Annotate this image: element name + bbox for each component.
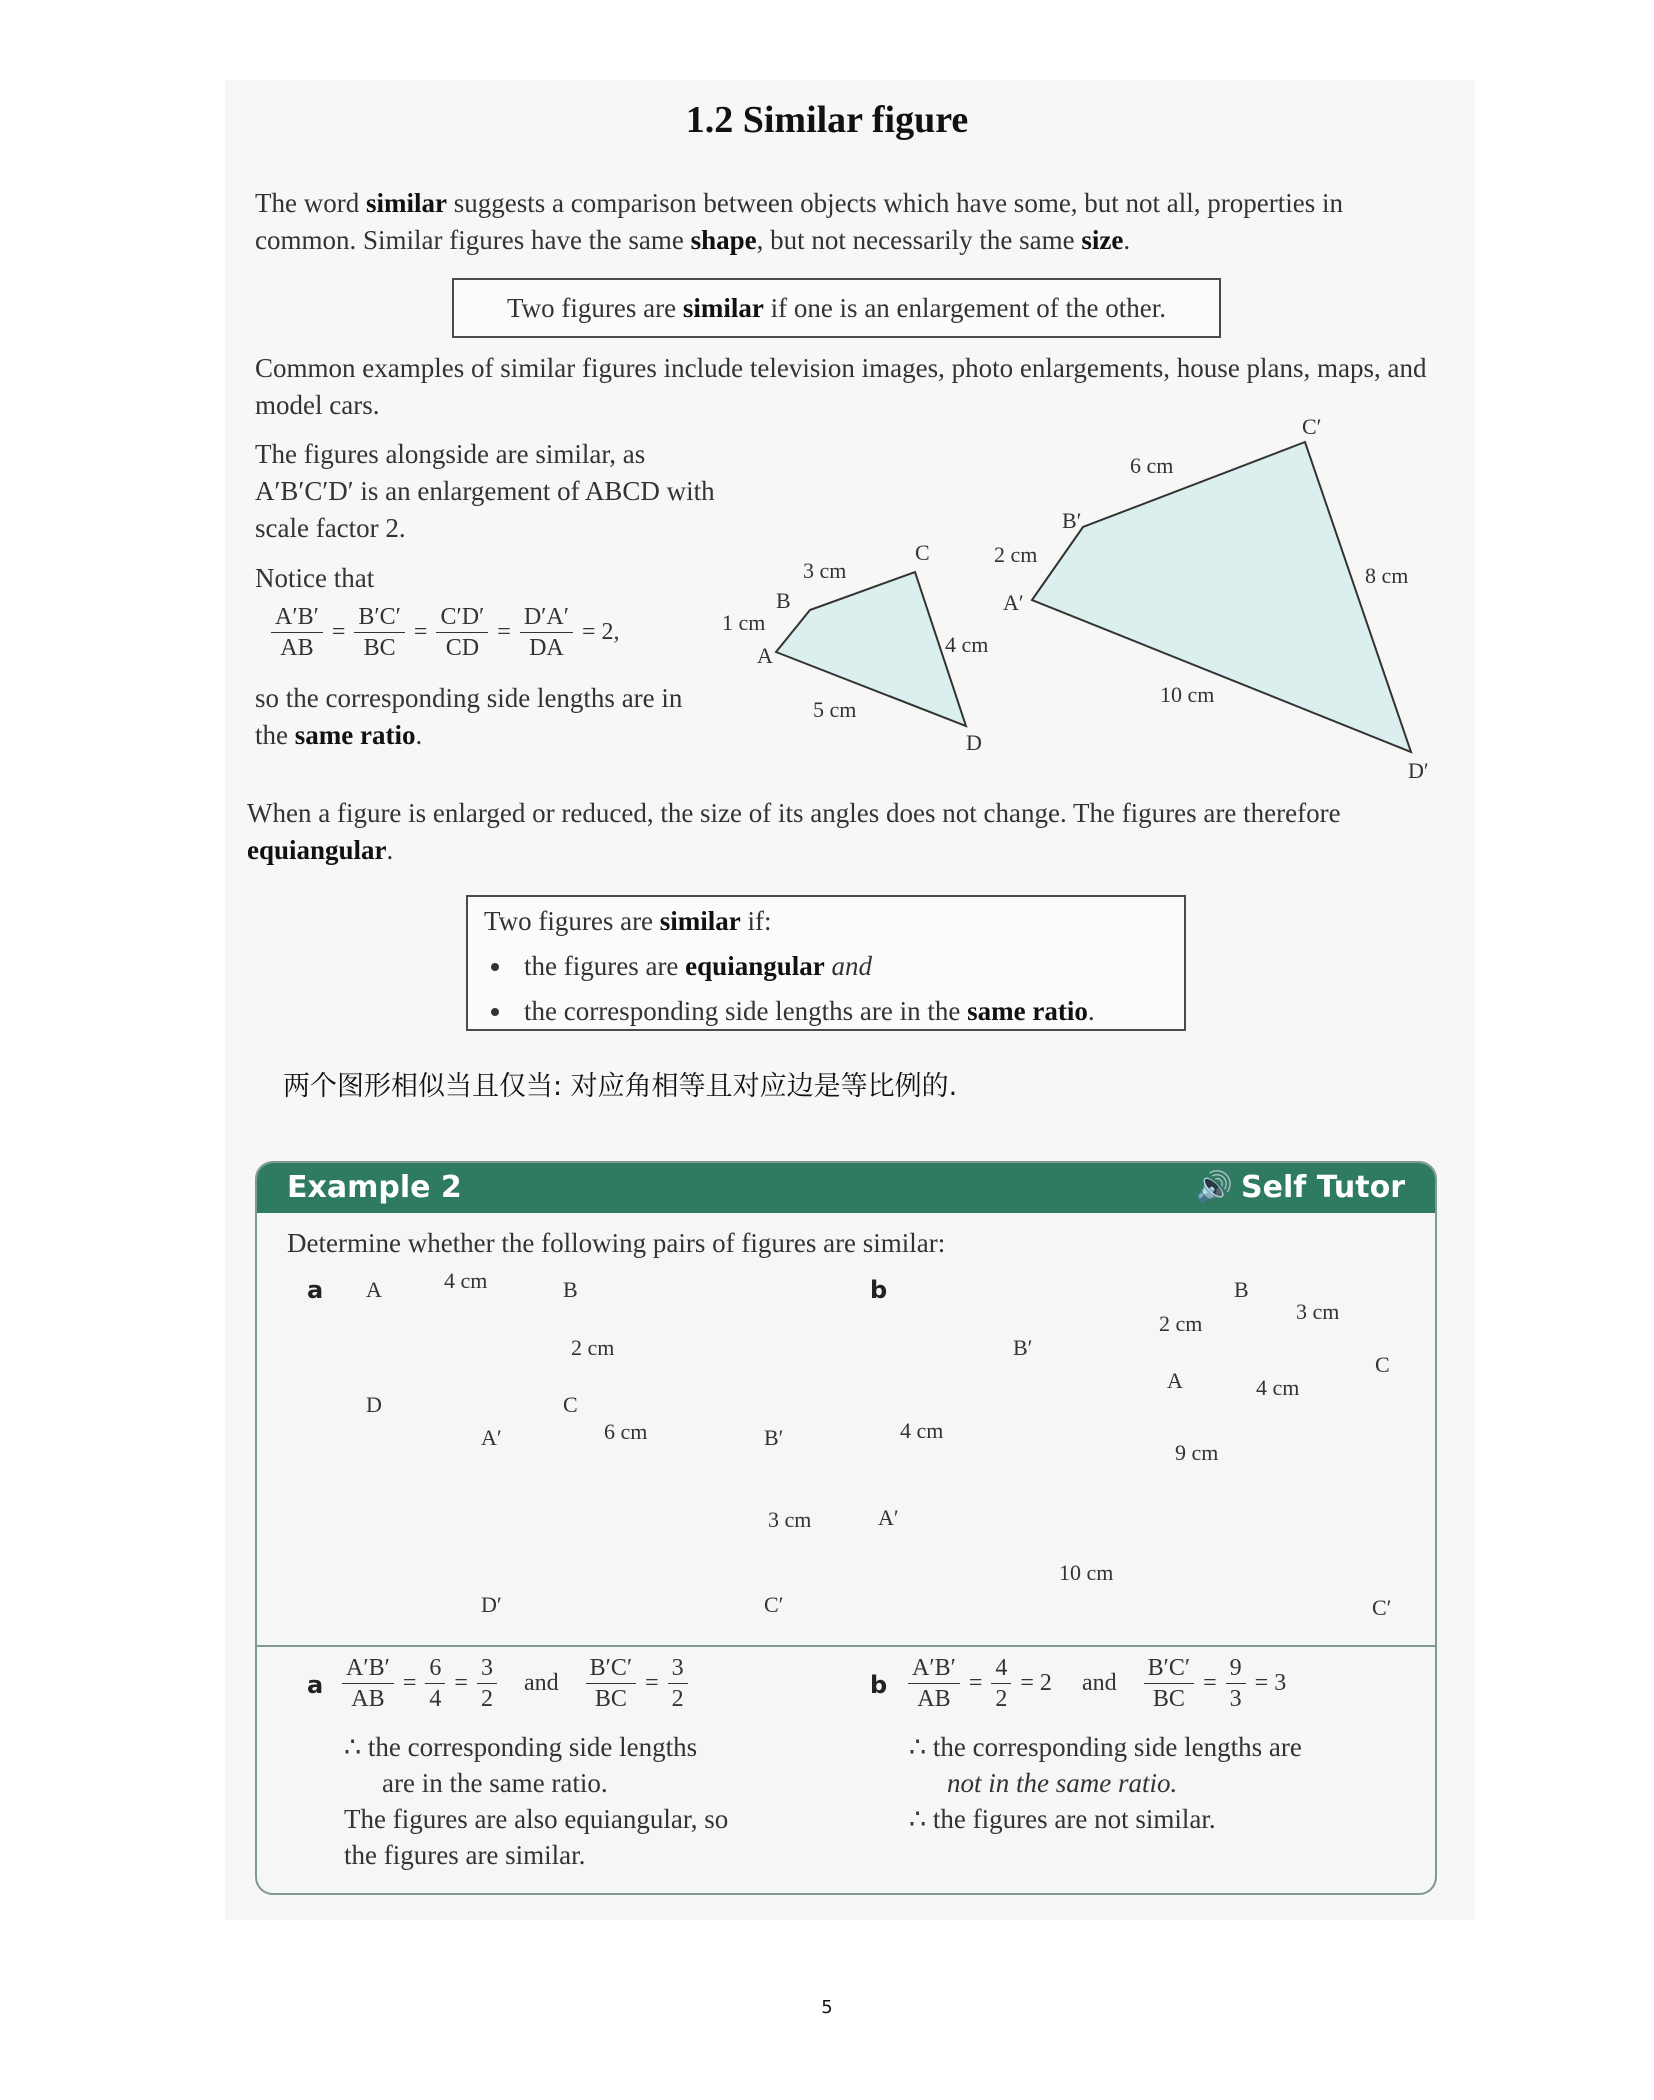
page-number: 5	[821, 1997, 833, 2018]
solution-a-text	[344, 1729, 728, 1873]
example-title: Example 2	[287, 1170, 462, 1205]
solution-line: ∴ the figures are not similar.	[909, 1804, 1216, 1834]
vertex-label-c: C	[915, 540, 930, 565]
small-quadrilateral	[776, 572, 966, 726]
angles-bold: equiangular	[247, 835, 387, 865]
rect2-top-length: 6 cm	[604, 1419, 648, 1444]
fraction-denominator: 3	[1229, 1686, 1242, 1712]
fraction-denominator: CD	[445, 635, 480, 661]
intro-text: The word	[255, 188, 366, 218]
side-label-da: 5 cm	[813, 697, 857, 722]
tri2-side-bc: 9 cm	[1175, 1440, 1219, 1465]
rect-vertex-b: B	[563, 1277, 578, 1302]
equals-sign: =	[645, 1670, 659, 1696]
fraction	[668, 1653, 688, 1714]
condition-bold: same ratio	[967, 996, 1088, 1026]
rect2-right-length: 3 cm	[768, 1507, 812, 1532]
fraction-numerator: B′C′	[586, 1653, 637, 1684]
fraction	[908, 1653, 960, 1714]
side-label-a-prime-b-prime: 2 cm	[994, 542, 1038, 567]
self-tutor-label: Self Tutor	[1240, 1170, 1405, 1205]
example-prompt: Determine whether the following pairs of figures are similar:	[287, 1228, 946, 1258]
equals-sign: =	[331, 619, 346, 645]
solution-line: ∴ the corresponding side lengths	[344, 1732, 698, 1762]
so-bold: same ratio	[294, 720, 416, 750]
fraction-denominator: 2	[480, 1686, 493, 1712]
condition-text: the corresponding side lengths are in the	[524, 996, 968, 1026]
fraction	[1226, 1653, 1246, 1714]
fraction-denominator: BC	[363, 635, 396, 661]
condition-text: .	[1087, 996, 1095, 1026]
intro-bold-similar: similar	[365, 188, 447, 218]
fraction-numerator: 6	[425, 1653, 445, 1684]
rect-vertex-a: A	[366, 1277, 382, 1302]
intro-bold-shape: shape	[690, 225, 757, 255]
so-text: .	[415, 720, 423, 750]
fraction-numerator: 3	[668, 1653, 688, 1684]
tri-vertex-a: A	[1167, 1368, 1183, 1393]
condition-text: if:	[740, 906, 772, 936]
large-quadrilateral	[1032, 442, 1411, 752]
rect2-vertex-d-prime: D′	[481, 1592, 502, 1617]
fraction-numerator: 3	[477, 1653, 497, 1684]
side-label-ab: 1 cm	[722, 610, 766, 635]
fraction	[342, 1653, 394, 1714]
fraction-numerator: A′B′	[271, 602, 323, 633]
solution-line: ∴ the corresponding side lengths are	[909, 1732, 1302, 1762]
examples-paragraph: Common examples of similar figures include television images, photo enlargements, house plans, maps, and model cars.	[255, 353, 1427, 420]
fraction-denominator: BC	[1152, 1686, 1185, 1712]
tri2-vertex-a-prime: A′	[878, 1505, 899, 1530]
intro-bold-size: size	[1081, 225, 1124, 255]
condition-bold: equiangular	[685, 951, 825, 981]
fraction-denominator: AB	[917, 1686, 951, 1712]
side-label-b-prime-c-prime: 6 cm	[1130, 453, 1174, 478]
tri2-vertex-b-prime: B′	[1013, 1335, 1033, 1360]
intro-text: suggests a comparison between objects which have some, but not all, properties in common. Similar figures have the same	[255, 188, 1344, 255]
fraction-numerator: 4	[991, 1653, 1011, 1684]
fraction-numerator: B′C′	[354, 602, 405, 633]
angles-text: When a figure is enlarged or reduced, the size of its angles does not change. The figures are therefore	[247, 798, 1341, 828]
rect-right-length: 2 cm	[571, 1335, 615, 1360]
tri2-vertex-c-prime: C′	[1372, 1595, 1392, 1620]
intro-text: , but not necessarily the same	[756, 225, 1082, 255]
part-b-label: b	[870, 1276, 888, 1304]
condition-italic: and	[824, 951, 872, 981]
angles-paragraph	[247, 795, 1432, 869]
ratio-result: = 2,	[582, 619, 620, 645]
condition-item-equiangular	[514, 948, 1168, 985]
fraction-denominator: 4	[429, 1686, 442, 1712]
rect2-vertex-b-prime: B′	[764, 1425, 784, 1450]
equals-sign: =	[454, 1670, 468, 1696]
condition-box	[466, 895, 1186, 1031]
page-title: 1.2 Similar figure	[685, 99, 969, 141]
definition-text: if one is an enlargement of the other.	[763, 293, 1166, 323]
condition-text: the figures are	[524, 951, 686, 981]
condition-list	[484, 948, 1168, 1030]
fraction-numerator: B′C′	[1144, 1653, 1195, 1684]
fraction-numerator: A′B′	[908, 1653, 960, 1684]
speaker-icon: 🔊	[1195, 1170, 1233, 1205]
fraction-denominator: AB	[280, 635, 314, 661]
fraction-numerator: 9	[1226, 1653, 1246, 1684]
fraction-denominator: 2	[671, 1686, 684, 1712]
result-text: = 3	[1254, 1670, 1287, 1696]
intro-text: .	[1123, 225, 1131, 255]
condition-lead	[484, 903, 1168, 940]
result-text: = 2	[1020, 1670, 1052, 1696]
fraction-numerator: D′A′	[520, 602, 573, 633]
fraction	[1144, 1653, 1195, 1714]
and-text: and	[1081, 1670, 1117, 1696]
self-tutor-button[interactable]	[1196, 1170, 1405, 1205]
fraction-denominator: AB	[351, 1686, 385, 1712]
solution-b-label: b	[870, 1671, 888, 1699]
fraction-denominator: BC	[594, 1686, 627, 1712]
solution-line: The figures are also equiangular, so	[344, 1804, 729, 1834]
rect2-vertex-a-prime: A′	[481, 1425, 502, 1450]
solution-line: are in the same ratio.	[382, 1768, 608, 1798]
equals-sign: =	[968, 1670, 983, 1696]
vertex-label-d: D	[966, 730, 982, 755]
vertex-label-a: A	[757, 643, 773, 668]
equals-sign: =	[413, 619, 428, 645]
rect-vertex-d: D	[366, 1392, 382, 1417]
solution-line: the figures are similar.	[344, 1840, 586, 1870]
fraction	[477, 1653, 497, 1714]
tri-side-bc: 3 cm	[1296, 1299, 1340, 1324]
fraction-denominator: 2	[995, 1686, 1008, 1712]
tri-vertex-b: B	[1234, 1277, 1249, 1302]
equals-sign: =	[1203, 1670, 1217, 1696]
solution-line: not in the same ratio.	[947, 1768, 1178, 1798]
vertex-label-d-prime: D′	[1408, 758, 1429, 783]
side-label-bc: 3 cm	[803, 558, 847, 583]
example-separator	[257, 1645, 1435, 1647]
vertex-label-a-prime: A′	[1003, 590, 1024, 615]
fraction-denominator: DA	[529, 635, 564, 661]
example-header	[257, 1163, 1435, 1213]
angles-text: .	[386, 835, 394, 865]
fraction	[586, 1653, 637, 1714]
fraction-numerator: C′D′	[436, 602, 488, 633]
condition-text: Two figures are	[484, 906, 660, 936]
side-label-c-prime-d-prime: 8 cm	[1365, 563, 1409, 588]
condition-bold: similar	[659, 906, 741, 936]
tri2-side-ab: 4 cm	[900, 1418, 944, 1443]
side-label-d-prime-a-prime: 10 cm	[1160, 682, 1215, 707]
fraction	[425, 1653, 445, 1714]
fraction	[991, 1653, 1011, 1714]
tri2-side-ac: 10 cm	[1059, 1560, 1114, 1585]
part-a-label: a	[307, 1276, 324, 1304]
solution-a-label: a	[307, 1671, 324, 1699]
side-label-cd: 4 cm	[945, 632, 989, 657]
solution-b-equation	[905, 1653, 1292, 1714]
equals-sign: =	[402, 1670, 417, 1696]
tri-side-ab: 2 cm	[1159, 1311, 1203, 1336]
solution-a-equation	[339, 1653, 691, 1714]
condition-item-ratio	[514, 993, 1168, 1030]
example-panel	[255, 1161, 1437, 1895]
definition-text: Two figures are	[507, 293, 683, 323]
solution-b-text	[909, 1729, 1302, 1837]
tri-vertex-c: C	[1375, 1352, 1390, 1377]
tri-side-ac: 4 cm	[1256, 1375, 1300, 1400]
rect2-vertex-c-prime: C′	[764, 1592, 784, 1617]
vertex-label-b-prime: B′	[1062, 508, 1082, 533]
rect-vertex-c: C	[563, 1392, 578, 1417]
notice-text: Notice that	[255, 563, 375, 593]
vertex-label-b: B	[776, 588, 791, 613]
definition-bold: similar	[682, 293, 764, 323]
fraction-numerator: A′B′	[342, 1653, 394, 1684]
chinese-note: 两个图形相似当且仅当: 对应角相等且对应边是等比例的.	[283, 1071, 958, 1102]
equals-sign: =	[497, 619, 511, 645]
so-text: so the corresponding side lengths are in the	[255, 683, 683, 750]
rect-top-length: 4 cm	[444, 1268, 488, 1293]
and-text: and	[523, 1670, 559, 1696]
vertex-label-c-prime: C′	[1302, 414, 1322, 439]
alongside-paragraph: The figures alongside are similar, as A′B′C′D′ is an enlargement of ABCD with scale factor 2.	[255, 439, 715, 543]
